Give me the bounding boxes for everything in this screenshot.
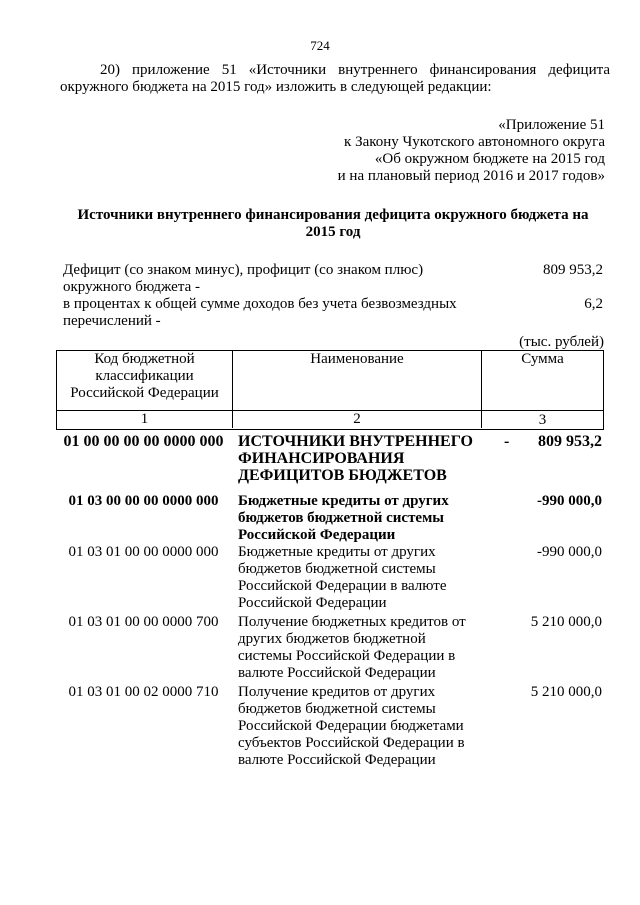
row-amount: -990 000,0 — [537, 544, 602, 560]
row-code: 01 03 01 00 00 0000 700 — [68, 614, 219, 630]
row-amount: -990 000,0 — [537, 493, 602, 509]
row-name: Бюджетные кредиты от других бюджетов бюджетной системы Российской Федерации в валюте Российской Федерации — [238, 544, 447, 611]
row-name: Получение бюджетных кредитов от других бюджетов бюджетной системы Российской Федерации в валюте Российской Федерации — [238, 614, 466, 681]
row-code: 01 00 00 00 00 0000 000 — [63, 433, 224, 450]
row-amount: 5 210 000,0 — [530, 614, 602, 630]
column-number: 2 — [233, 411, 482, 428]
column-numbers-row — [56, 410, 604, 430]
column-number: 3 — [538, 412, 547, 428]
summary-value: 809 953,2 — [543, 262, 603, 278]
header-code: Код бюджетной классификации Российской Федерации — [57, 351, 233, 410]
row-code: 01 03 00 00 00 0000 000 — [68, 493, 219, 509]
summary-label: Дефицит (со знаком минус), профицит (со знаком плюс) окружного бюджета - — [63, 262, 424, 295]
row-amount: 5 210 000,0 — [530, 684, 602, 700]
summary-value: 6,2 — [584, 296, 603, 312]
units-label: (тыс. рублей) — [519, 334, 604, 350]
appendix-line: «Об окружном бюджете на 2015 год — [374, 151, 605, 167]
row-code: 01 03 01 00 00 0000 000 — [68, 544, 219, 560]
header-name: Наименование — [233, 351, 482, 410]
appendix-line: к Закону Чукотского автономного округа — [344, 134, 605, 150]
sources-table — [56, 350, 604, 430]
appendix-header — [338, 117, 605, 185]
appendix-line: и на плановый период 2016 и 2017 годов» — [337, 168, 605, 184]
summary-label: в процентах к общей сумме доходов без учета безвозмездных перечислений - — [63, 296, 457, 329]
row-name: ИСТОЧНИКИ ВНУТРЕННЕГО ФИНАНСИРОВАНИЯ ДЕФИЦИТОВ БЮДЖЕТОВ — [238, 433, 473, 484]
row-code: 01 03 01 00 02 0000 710 — [68, 684, 219, 700]
row-amount: 809 953,2 — [538, 433, 602, 450]
intro-paragraph: 20) приложение 51 «Источники внутреннего финансирования дефицита окружного бюджета на 2015 год» изложить в следующей редакции: — [60, 62, 610, 95]
appendix-line: «Приложение 51 — [498, 117, 605, 133]
row-dash: - — [504, 433, 510, 450]
document-title: Источники внутреннего финансирования дефицита окружного бюджета на 2015 год — [77, 207, 589, 240]
table-header — [56, 350, 604, 410]
row-name: Получение кредитов от других бюджетов бюджетной системы Российской Федерации бюджетами субъектов Российской Федерации в валюте Российской Федерации — [238, 684, 465, 768]
column-number: 1 — [57, 411, 233, 428]
page-number: 724 — [310, 38, 330, 53]
row-name: Бюджетные кредиты от других бюджетов бюджетной системы Российской Федерации — [238, 493, 449, 543]
header-amount: Сумма — [521, 351, 564, 367]
